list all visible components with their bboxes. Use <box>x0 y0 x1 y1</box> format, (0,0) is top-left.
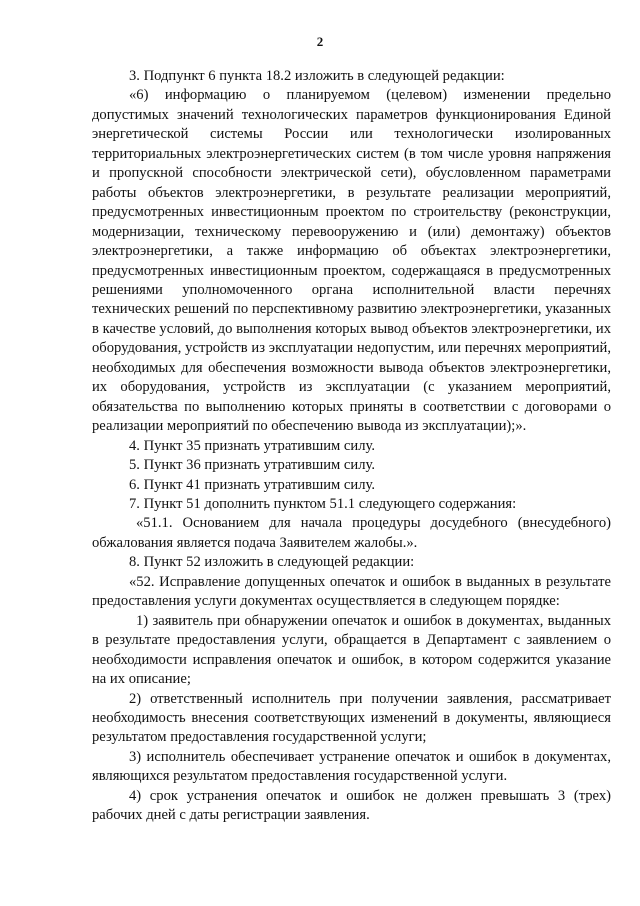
paragraph: «6) информацию о планируемом (целевом) изменении предельно допустимых значений технологических параметров функционирования Единой энергетической системы России или технологически изолированных территориальных электроэнергетических систем (в том числе уровня напряжения и пропускной способности электрической сети), обусловленном параметрами работы объектов электроэнергетики, в результате реализации мероприятий, предусмотренных инвестиционным проектом по строительству (реконструкции, модернизации, техническому перевооружению и (или) демонтажу) объектов электроэнергетики, а также информацию об объектах электроэнергетики, предусмотренных инвестиционным проектом, содержащаяся в предусмотренных решениями уполномоченного органа исполнительной власти перечнях технических решений по перспективному развитию электроэнергетики, указанных в качестве условий, до выполнения которых вывод объектов электроэнергетики, их оборудования, устройств из эксплуатации недопустим, или перечнях мероприятий, необходимых для обеспечения возможности вывода объектов электроэнергетики, их оборудования, устройств из эксплуатации (с указанием мероприятий, обязательства по выполнению которых приняты в соответствии с договорами о реализации мероприятий по обеспечению вывода из эксплуатации);». <box>92 87 611 435</box>
paragraph: 8. Пункт 52 изложить в следующей редакции: <box>129 554 415 571</box>
paragraph: 1) заявитель при обнаружении опечаток и ошибок в документах, выданных в результате предоставления услуги, обращается в Департамент с заявлением о необходимости исправления опечаток и ошибок, в котором содержится указание на их описание; <box>92 612 611 688</box>
paragraph: 5. Пункт 36 признать утратившим силу. <box>129 457 375 474</box>
paragraph: 7. Пункт 51 дополнить пунктом 51.1 следующего содержания: <box>129 495 517 512</box>
document-body <box>92 67 611 826</box>
paragraph: «51.1. Основанием для начала процедуры досудебного (внесудебного) обжалования является подача Заявителем жалобы.». <box>92 515 611 551</box>
paragraph: 3) исполнитель обеспечивает устранение опечаток и ошибок в документах, являющихся результатом предоставления государственной услуги. <box>92 748 611 785</box>
paragraph: «52. Исправление допущенных опечаток и ошибок в выданных в результате предоставления услуги документах осуществляется в следующем порядке: <box>92 573 611 610</box>
paragraph: 4) срок устранения опечаток и ошибок не должен превышать 3 (трех) рабочих дней с даты регистрации заявления. <box>92 787 611 824</box>
paragraph: 6. Пункт 41 признать утратившим силу. <box>129 476 375 493</box>
page-number: 2 <box>316 34 324 49</box>
paragraph: 4. Пункт 35 признать утратившим силу. <box>129 437 375 454</box>
paragraph: 2) ответственный исполнитель при получении заявления, рассматривает необходимость внесения соответствующих изменений в документы, являющиеся результатом предоставления государственной услуги; <box>92 690 611 746</box>
paragraph: 3. Подпункт 6 пункта 18.2 изложить в следующей редакции: <box>129 68 505 84</box>
